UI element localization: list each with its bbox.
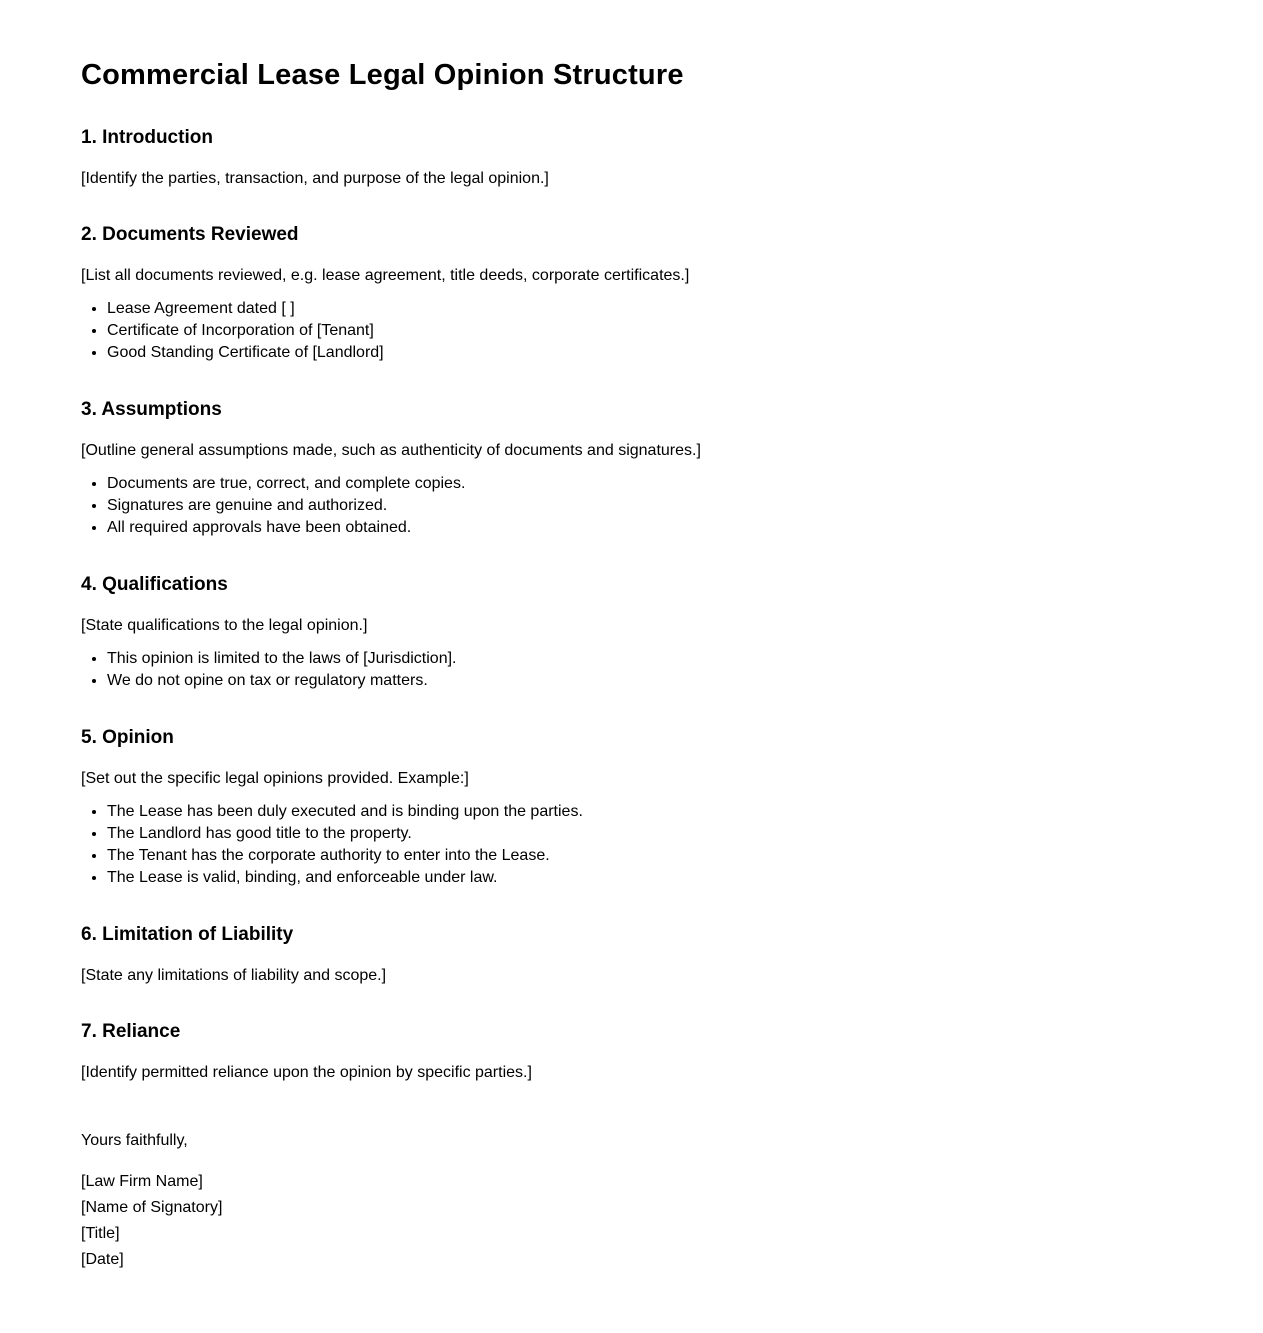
bullet-item: • Signatures are genuine and authorized. <box>107 495 1182 517</box>
bullet-item: • Documents are true, correct, and complete copies. <box>107 473 1182 495</box>
bullet-item: • The Lease is valid, binding, and enforceable under law. <box>107 867 1182 889</box>
bullet-item: • We do not opine on tax or regulatory matters. <box>107 670 1182 692</box>
bullet-item: • Lease Agreement dated [ ] <box>107 298 1182 320</box>
section-description: [State any limitations of liability and scope.] <box>81 967 387 984</box>
bullet-item: • Good Standing Certificate of [Landlord] <box>107 342 1182 364</box>
closing-salutation: Yours faithfully, <box>81 1132 188 1149</box>
section-bullet-list <box>81 648 1182 692</box>
section-heading: 1. Introduction <box>81 127 213 148</box>
section-heading: 5. Opinion <box>81 727 174 748</box>
signature-line: [Date] <box>81 1251 124 1268</box>
document-title: Commercial Lease Legal Opinion Structure <box>81 59 684 91</box>
section-description: [State qualifications to the legal opinion.] <box>81 617 368 634</box>
document-section <box>81 398 1182 539</box>
signature-line: [Title] <box>81 1225 120 1242</box>
document-section <box>81 126 1182 189</box>
section-heading: 4. Qualifications <box>81 574 228 595</box>
signature-block <box>81 1169 1182 1273</box>
section-description: [Identify permitted reliance upon the opinion by specific parties.] <box>81 1064 532 1081</box>
document-section <box>81 1020 1182 1083</box>
signature-line: [Law Firm Name] <box>81 1173 203 1190</box>
bullet-item: • All required approvals have been obtained. <box>107 517 1182 539</box>
closing-block <box>81 1131 1182 1273</box>
bullet-item: • Certificate of Incorporation of [Tenant] <box>107 320 1182 342</box>
section-heading: 6. Limitation of Liability <box>81 924 294 945</box>
bullet-item: • This opinion is limited to the laws of [Jurisdiction]. <box>107 648 1182 670</box>
signature-line: [Name of Signatory] <box>81 1199 223 1216</box>
section-description: [Identify the parties, transaction, and purpose of the legal opinion.] <box>81 170 549 187</box>
section-description: [Outline general assumptions made, such as authenticity of documents and signatures.] <box>81 442 701 459</box>
section-heading: 3. Assumptions <box>81 399 222 420</box>
section-description: [List all documents reviewed, e.g. lease agreement, title deeds, corporate certificates.] <box>81 267 690 284</box>
section-heading: 7. Reliance <box>81 1021 181 1042</box>
section-bullet-list <box>81 298 1182 364</box>
document-section <box>81 923 1182 986</box>
document-section <box>81 223 1182 364</box>
section-bullet-list <box>81 473 1182 539</box>
document-section <box>81 726 1182 889</box>
bullet-item: • The Landlord has good title to the property. <box>107 823 1182 845</box>
sections-container <box>81 126 1182 1083</box>
bullet-item: • The Lease has been duly executed and is binding upon the parties. <box>107 801 1182 823</box>
section-heading: 2. Documents Reviewed <box>81 224 299 245</box>
section-description: [Set out the specific legal opinions provided. Example:] <box>81 770 469 787</box>
document-section <box>81 573 1182 692</box>
section-bullet-list <box>81 801 1182 889</box>
bullet-item: • The Tenant has the corporate authority to enter into the Lease. <box>107 845 1182 867</box>
